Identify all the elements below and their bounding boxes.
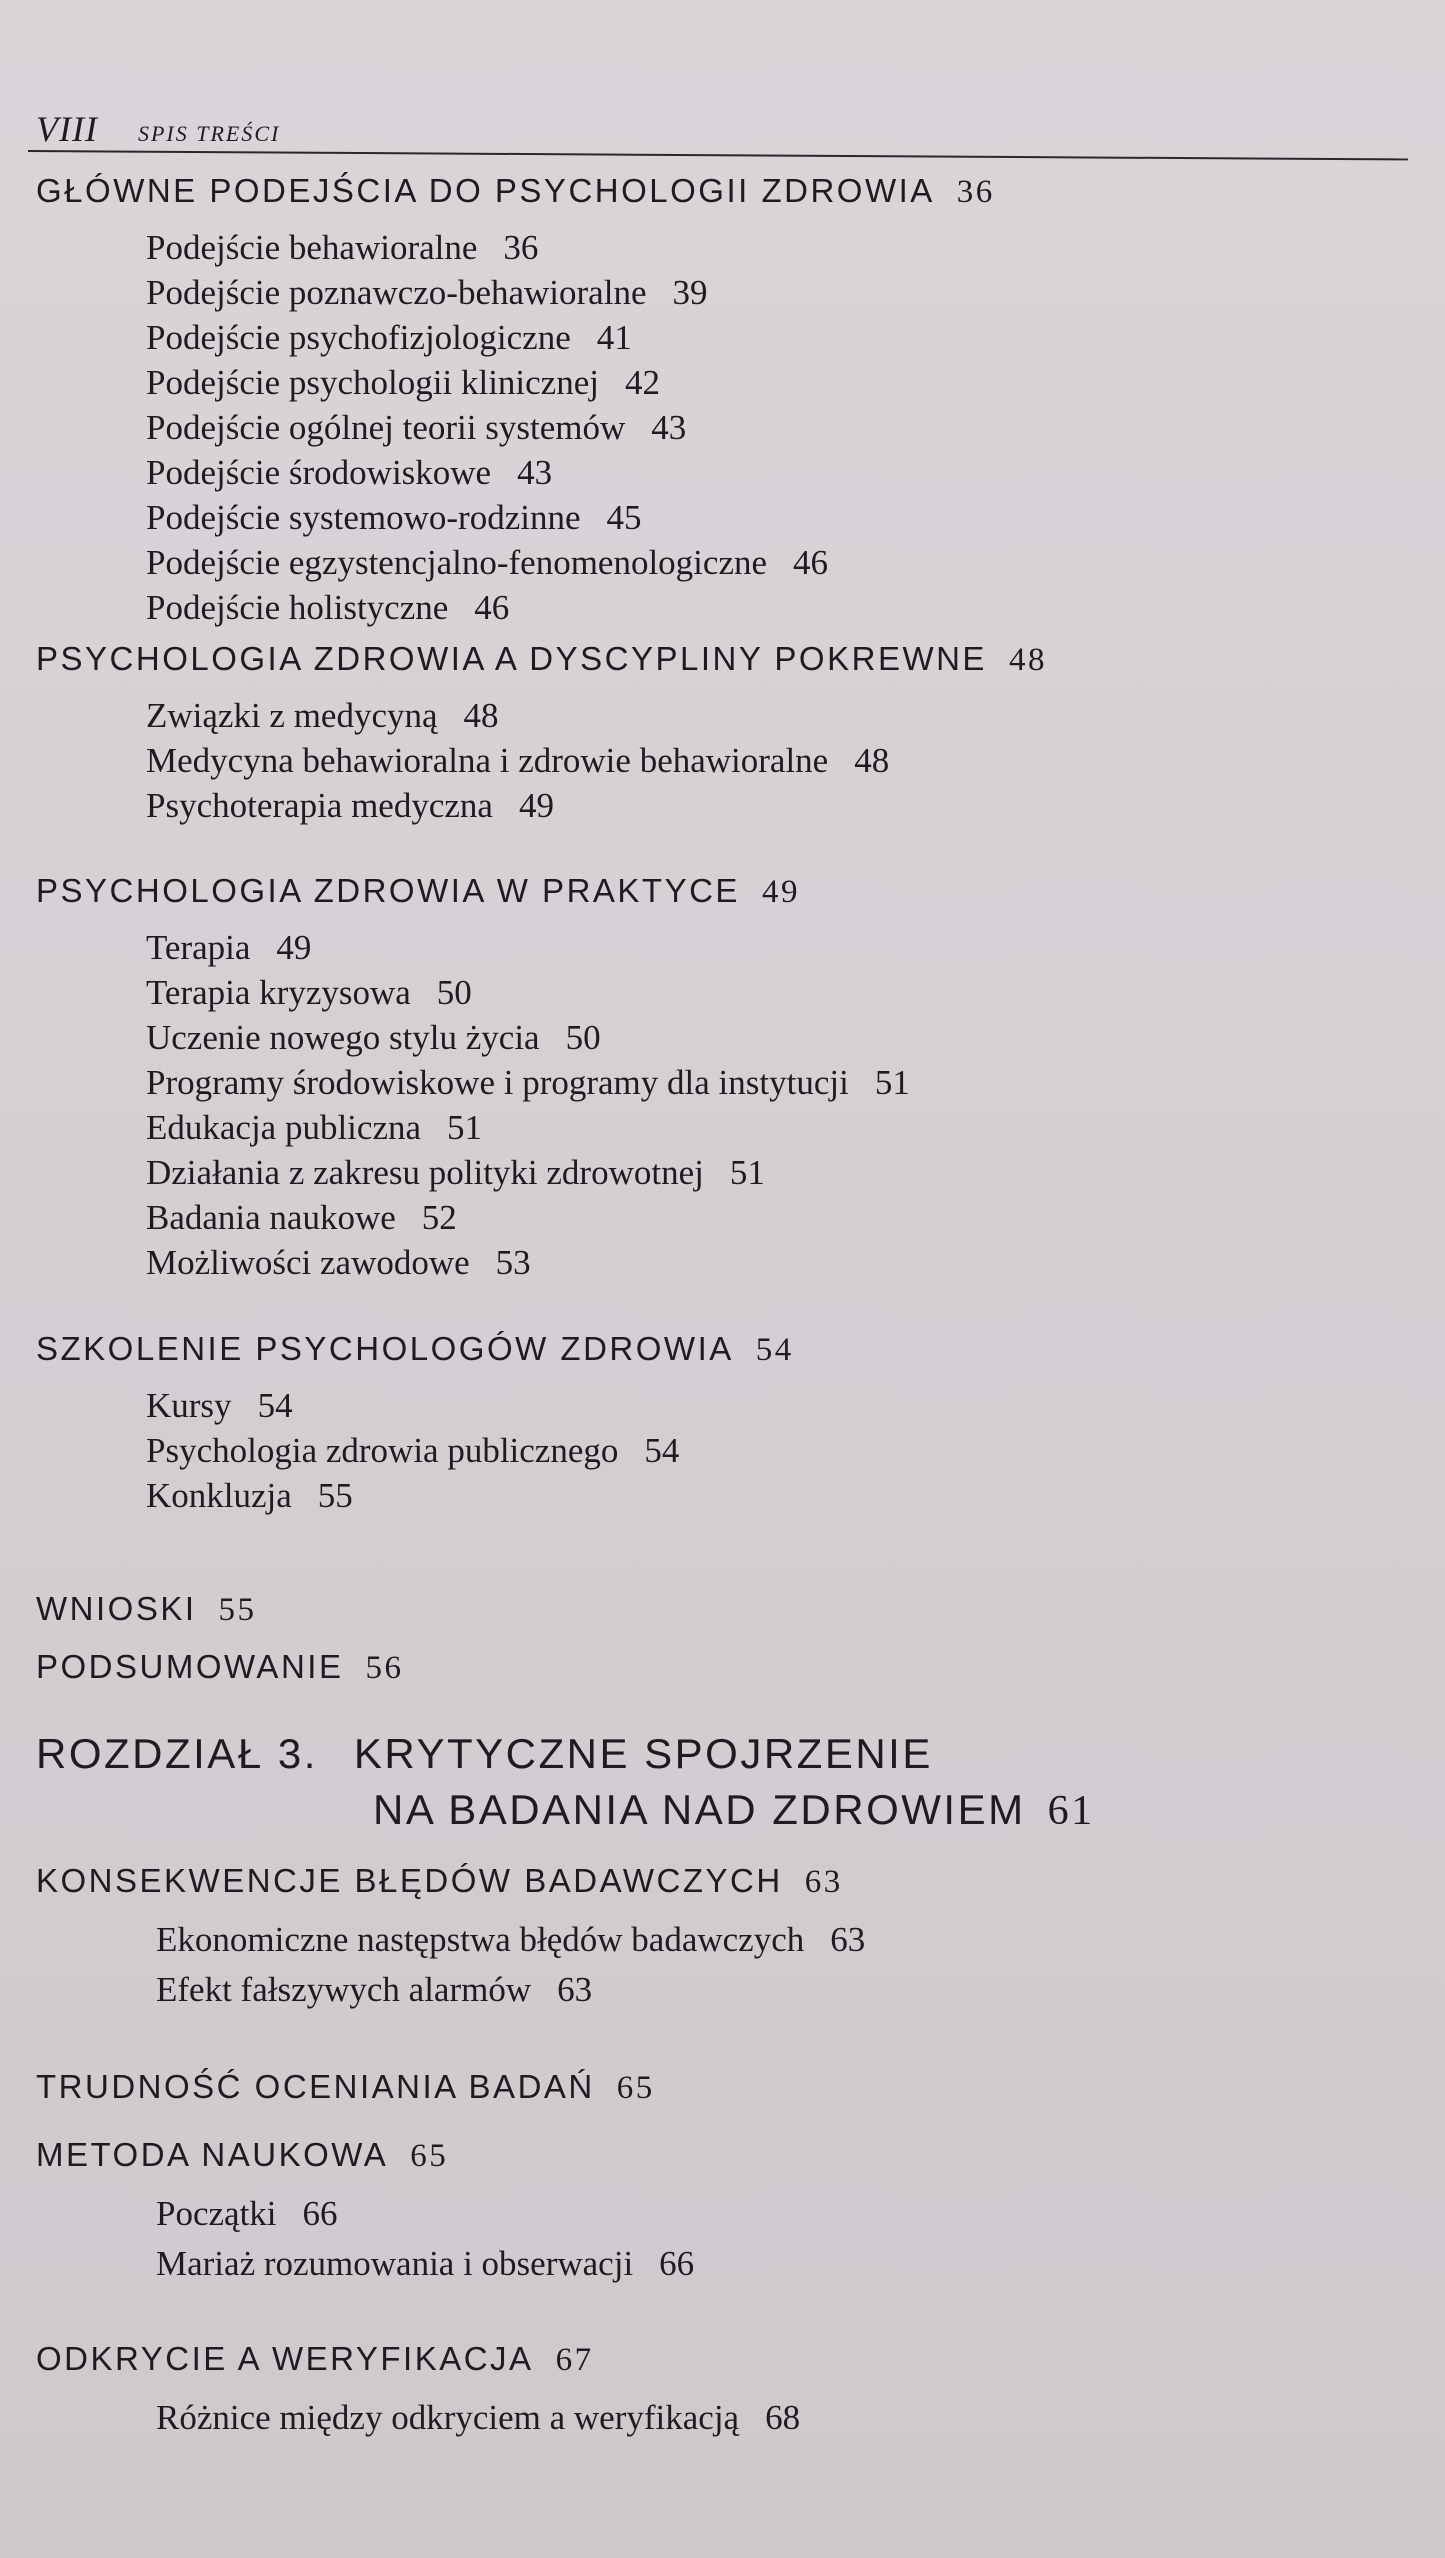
toc-heading-conclusions: WNIOSKI 55 — [36, 1590, 257, 1628]
chapter-label: ROZDZIAŁ 3. — [36, 1730, 318, 1777]
toc-section-discovery-verification — [36, 2340, 800, 2443]
chapter-page: 61 — [1047, 1788, 1095, 1834]
toc-section-evaluating-research — [36, 2068, 655, 2107]
section-title: GŁÓWNE PODEJŚCIA DO PSYCHOLOGII ZDROWIA — [36, 172, 935, 209]
section-title: PSYCHOLOGIA ZDROWIA W PRAKTYCE — [36, 872, 740, 909]
section-page: 63 — [804, 1864, 843, 1900]
entry-list — [156, 1915, 865, 2015]
entry-list — [146, 925, 910, 1285]
toc-entry: Kursy 54 — [146, 1386, 293, 1425]
toc-entry: Podejście poznawczo-behawioralne 39 — [146, 273, 708, 312]
toc-entry: Podejście behawioralne 36 — [146, 228, 539, 267]
section-page: 49 — [761, 874, 800, 910]
toc-entry: Konkluzja 55 — [146, 1476, 353, 1515]
section-heading — [36, 2068, 655, 2107]
toc-entry: Różnice między odkryciem a weryfikacją 68 — [156, 2398, 801, 2437]
toc-entry: Terapia kryzysowa 50 — [146, 973, 472, 1012]
chapter-title-line2: NA BADANIA NAD ZDROWIEM — [373, 1786, 1026, 1833]
section-title: SZKOLENIE PSYCHOLOGÓW ZDROWIA — [36, 1330, 734, 1367]
toc-entry: Podejście psychofizjologiczne 41 — [146, 318, 632, 357]
section-title: METODA NAUKOWA — [36, 2136, 389, 2173]
section-heading — [36, 1330, 794, 1369]
running-head — [36, 108, 280, 150]
toc-entry: Podejście środowiskowe 43 — [146, 453, 553, 492]
toc-entry: Podejście egzystencjalno-fenomenologiczne 46 — [146, 543, 829, 582]
toc-entry: Efekt fałszywych alarmów 63 — [156, 1970, 593, 2009]
toc-entry: Uczenie nowego stylu życia 50 — [146, 1018, 601, 1057]
chapter-title-line1: KRYTYCZNE SPOJRZENIE — [353, 1730, 933, 1777]
section-title: PSYCHOLOGIA ZDROWIA A DYSCYPLINY POKREWNE — [36, 640, 987, 677]
toc-entry: Medycyna behawioralna i zdrowie behawioralne 48 — [146, 741, 890, 780]
section-heading — [36, 2340, 800, 2379]
toc-section-main-approaches — [36, 172, 995, 630]
section-heading — [36, 640, 1047, 679]
toc-section-related-disciplines — [36, 640, 1047, 828]
toc-entry: Psychologia zdrowia publicznego 54 — [146, 1431, 680, 1470]
toc-entry: Podejście ogólnej teorii systemów 43 — [146, 408, 687, 447]
section-heading — [36, 872, 910, 911]
toc-section-scientific-method — [36, 2136, 694, 2289]
page-folio: VIII — [36, 109, 98, 149]
toc-entry: Terapia 49 — [146, 928, 312, 967]
running-title: SPIS TREŚCI — [137, 121, 281, 146]
toc-entry: Podejście psychologii klinicznej 42 — [146, 363, 660, 402]
section-heading — [36, 2136, 694, 2175]
toc-entry: Edukacja publiczna 51 — [146, 1108, 483, 1147]
entry-list — [146, 1383, 794, 1518]
toc-entry: Podejście holistyczne 46 — [146, 588, 510, 627]
toc-entry: Programy środowiskowe i programy dla instytucji 51 — [146, 1063, 910, 1102]
section-title: TRUDNOŚĆ OCENIANIA BADAŃ — [36, 2068, 595, 2105]
entry-list — [156, 2393, 800, 2443]
section-title: KONSEKWENCJE BŁĘDÓW BADAWCZYCH — [36, 1862, 783, 1899]
toc-heading-summary: PODSUMOWANIE 56 — [36, 1648, 404, 1686]
toc-entry: Początki 66 — [156, 2194, 338, 2233]
toc-entry: Możliwości zawodowe 53 — [146, 1243, 531, 1282]
toc-entry: Psychoterapia medyczna 49 — [146, 786, 554, 825]
section-title: ODKRYCIE A WERYFIKACJA — [36, 2340, 534, 2377]
section-heading — [36, 172, 995, 211]
section-page: 65 — [616, 2070, 655, 2106]
section-page: 36 — [956, 174, 995, 210]
toc-entry: Działania z zakresu polityki zdrowotnej 51 — [146, 1153, 765, 1192]
section-page: 65 — [410, 2138, 449, 2174]
section-page: 48 — [1008, 642, 1047, 678]
toc-section-in-practice — [36, 872, 910, 1285]
toc-entry: Mariaż rozumowania i obserwacji 66 — [156, 2244, 695, 2283]
entry-list — [146, 225, 995, 630]
toc-entry: Badania naukowe 52 — [146, 1198, 457, 1237]
toc-section-research-errors — [36, 1862, 865, 2015]
toc-entry: Podejście systemowo-rodzinne 45 — [146, 498, 642, 537]
toc-entry: Ekonomiczne następstwa błędów badawczych 63 — [156, 1920, 866, 1959]
entry-list — [146, 693, 1047, 828]
toc-entry: Związki z medycyną 48 — [146, 696, 499, 735]
section-page: 54 — [755, 1332, 794, 1368]
section-page: 67 — [555, 2342, 594, 2378]
section-heading — [36, 1862, 865, 1901]
entry-list — [156, 2189, 694, 2289]
chapter-heading — [36, 1730, 1095, 1835]
header-rule — [28, 150, 1408, 160]
toc-section-training — [36, 1330, 794, 1518]
